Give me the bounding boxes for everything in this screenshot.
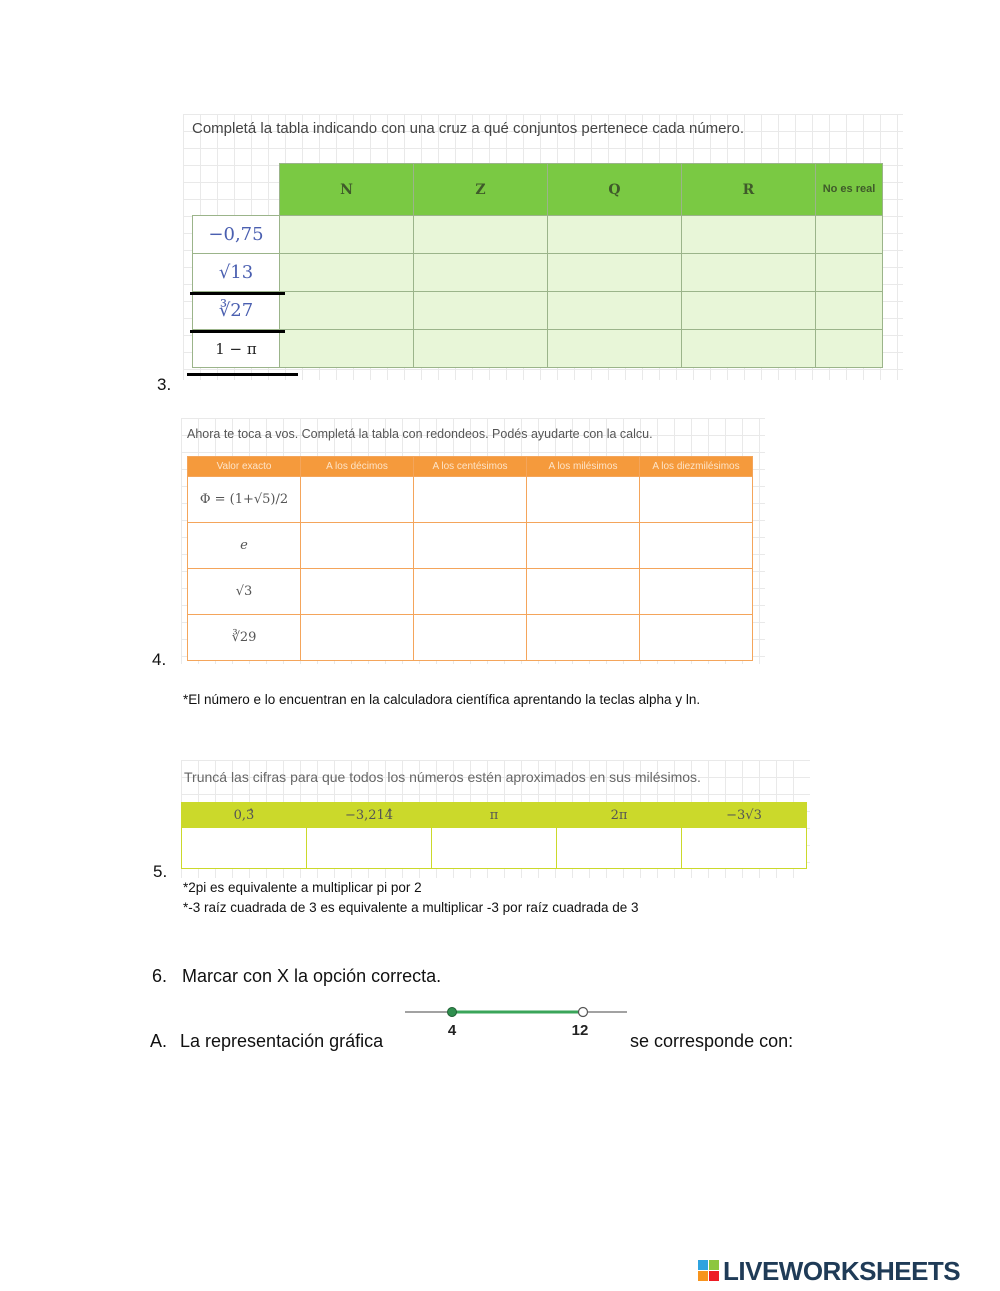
exercise-4-note: *El número e lo encuentran en la calculadora científica aprentando la teclas alpha y ln.	[183, 692, 701, 707]
exercise-3-number: 3.	[157, 375, 172, 394]
header-r: R	[682, 164, 816, 216]
row-label: ∛29	[188, 615, 301, 661]
answer-cell[interactable]	[682, 330, 816, 368]
answer-cell[interactable]	[548, 292, 682, 330]
open-endpoint	[579, 1008, 588, 1017]
row-label: e	[188, 523, 301, 569]
item-text-after: se corresponde con:	[630, 1031, 794, 1051]
exercise-6-instruction: Marcar con X la opción correcta.	[182, 966, 442, 986]
answer-cell[interactable]	[527, 615, 640, 661]
right-value-label: 12	[571, 1022, 589, 1039]
answer-cell[interactable]	[640, 523, 753, 569]
exercise-5-note-1: *2pi es equivalente a multiplicar pi por 2	[183, 880, 422, 895]
exercise-6-number: 6.	[152, 966, 168, 986]
row-label: √13	[193, 254, 280, 292]
number-line	[405, 1000, 630, 1042]
header-value: 2π	[557, 803, 682, 828]
answer-cell[interactable]	[640, 477, 753, 523]
header-value: 0,3̂	[182, 803, 307, 828]
answer-cell[interactable]	[640, 569, 753, 615]
answer-cell[interactable]	[414, 569, 527, 615]
table-row	[193, 292, 883, 330]
answer-cell[interactable]	[682, 254, 816, 292]
table-row	[182, 828, 807, 869]
answer-cell[interactable]	[280, 330, 414, 368]
exercise-4-instruction: Ahora te toca a vos. Completá la tabla con redondeos. Podés ayudarte con la calcu.	[187, 427, 653, 441]
header-milesimos: A los milésimos	[527, 457, 640, 477]
table-row	[193, 254, 883, 292]
row-label: Φ = (1+√5)/2	[188, 477, 301, 523]
logo-icon	[698, 1260, 720, 1282]
row-label: −0,75	[193, 216, 280, 254]
answer-cell[interactable]	[280, 254, 414, 292]
header-no-es-real: No es real	[816, 164, 883, 216]
answer-cell[interactable]	[816, 254, 883, 292]
answer-cell[interactable]	[682, 828, 807, 869]
liveworksheets-logo	[698, 1256, 960, 1287]
underline	[190, 330, 285, 333]
header-value: −3√3	[682, 803, 807, 828]
exercise-5-number: 5.	[153, 862, 168, 881]
answer-cell[interactable]	[816, 216, 883, 254]
header-decimos: A los décimos	[301, 457, 414, 477]
exercise-5-panel	[181, 760, 810, 878]
answer-cell[interactable]	[682, 216, 816, 254]
answer-cell[interactable]	[527, 523, 640, 569]
closed-endpoint	[448, 1008, 457, 1017]
answer-cell[interactable]	[307, 828, 432, 869]
header-centesimos: A los centésimos	[414, 457, 527, 477]
answer-cell[interactable]	[527, 477, 640, 523]
row-label: 1 − π	[193, 330, 280, 368]
answer-cell[interactable]	[548, 330, 682, 368]
header-value: −3,214̂	[307, 803, 432, 828]
header-z: Z	[414, 164, 548, 216]
left-value-label: 4	[447, 1022, 457, 1039]
row-label: √3	[188, 569, 301, 615]
answer-cell[interactable]	[548, 216, 682, 254]
answer-cell[interactable]	[414, 216, 548, 254]
answer-cell[interactable]	[432, 828, 557, 869]
table-row	[188, 477, 753, 523]
answer-cell[interactable]	[816, 292, 883, 330]
answer-cell[interactable]	[414, 254, 548, 292]
answer-cell[interactable]	[414, 615, 527, 661]
answer-cell[interactable]	[301, 615, 414, 661]
rounding-table	[187, 456, 753, 661]
header-diezmilesimos: A los diezmilésimos	[640, 457, 753, 477]
answer-cell[interactable]	[414, 477, 527, 523]
truncation-table	[181, 802, 807, 869]
header-value: π	[432, 803, 557, 828]
exercise-5-note-2: *-3 raíz cuadrada de 3 es equivalente a multiplicar -3 por raíz cuadrada de 3	[183, 900, 639, 915]
answer-cell[interactable]	[301, 569, 414, 615]
item-letter: A.	[150, 1031, 168, 1051]
answer-cell[interactable]	[816, 330, 883, 368]
underline	[190, 292, 285, 295]
underline	[187, 373, 298, 376]
table-row	[193, 330, 883, 368]
table-row	[188, 615, 753, 661]
answer-cell[interactable]	[414, 330, 548, 368]
table-row	[188, 569, 753, 615]
answer-cell[interactable]	[557, 828, 682, 869]
exercise-4-panel	[181, 418, 765, 664]
logo-text: LIVEWORKSHEETS	[723, 1256, 961, 1286]
header-q: Q	[548, 164, 682, 216]
exercise-3-panel	[183, 114, 903, 380]
answer-cell[interactable]	[280, 292, 414, 330]
answer-cell[interactable]	[182, 828, 307, 869]
answer-cell[interactable]	[414, 292, 548, 330]
answer-cell[interactable]	[301, 477, 414, 523]
answer-cell[interactable]	[527, 569, 640, 615]
answer-cell[interactable]	[414, 523, 527, 569]
exercise-5-instruction: Truncá las cifras para que todos los números estén aproximados en sus milésimos.	[184, 769, 701, 785]
answer-cell[interactable]	[280, 216, 414, 254]
header-n: N	[280, 164, 414, 216]
table-row	[188, 523, 753, 569]
item-text-before: La representación gráfica	[180, 1031, 384, 1051]
exercise-3-instruction: Completá la tabla indicando con una cruz a qué conjuntos pertenece cada número.	[192, 120, 745, 137]
answer-cell[interactable]	[548, 254, 682, 292]
row-label: ∛27	[193, 292, 280, 330]
header-valor-exacto: Valor exacto	[188, 457, 301, 477]
exercise-4-number: 4.	[152, 650, 167, 669]
answer-cell[interactable]	[640, 615, 753, 661]
sets-table	[192, 163, 883, 368]
table-row	[193, 216, 883, 254]
answer-cell[interactable]	[301, 523, 414, 569]
answer-cell[interactable]	[682, 292, 816, 330]
